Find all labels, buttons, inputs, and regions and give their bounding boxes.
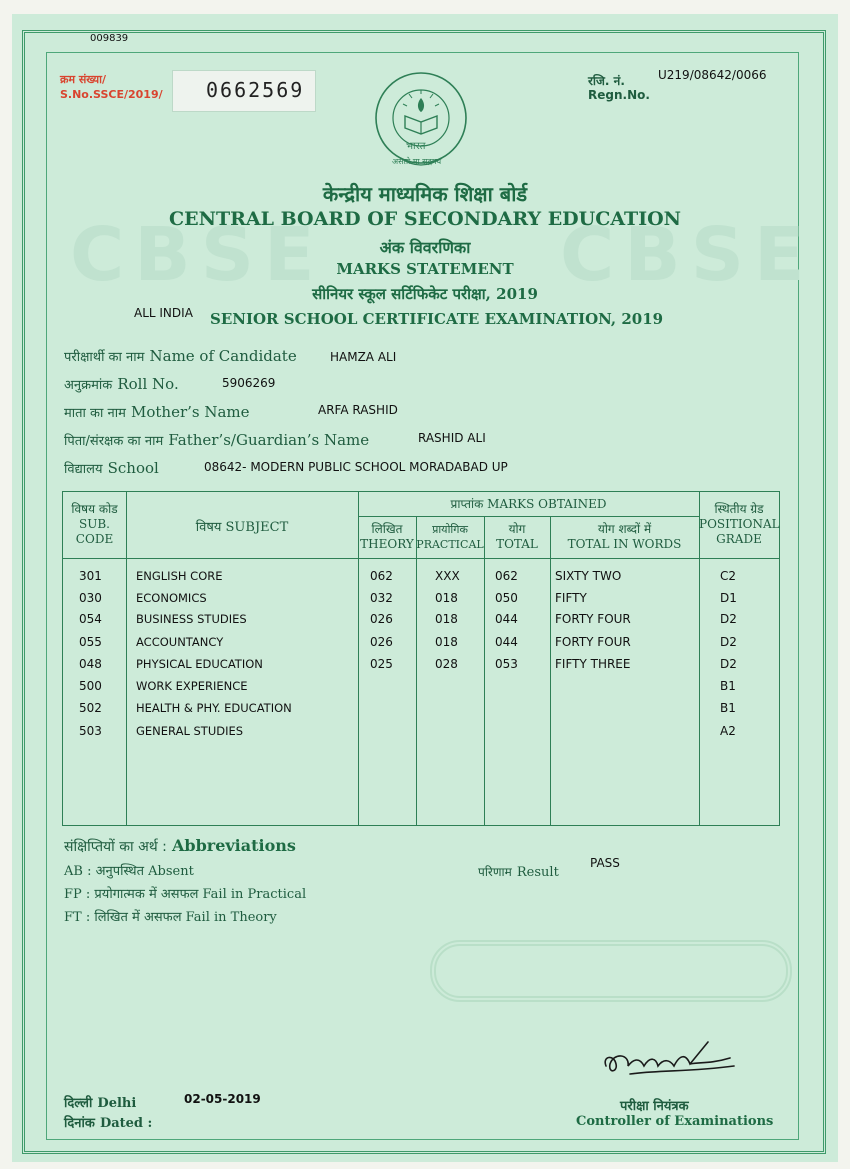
header-theory: लिखित THEORY: [360, 522, 414, 551]
father-name-label-hi: पिता/संरक्षक का नाम: [64, 434, 164, 449]
table-row: 030 ECONOMICS 032 018 050 FIFTY D1: [79, 591, 737, 605]
controller-title-english: Controller of Examinations: [576, 1114, 774, 1129]
header-positional-grade: स्थितीय ग्रेड POSITIONAL GRADE: [699, 502, 780, 546]
regn-label-en: Regn.No.: [588, 88, 650, 102]
controller-signature: [600, 1036, 740, 1084]
regn-value: U219/08642/0066: [658, 68, 767, 82]
school-label-hi: विद्यालय: [64, 462, 103, 477]
school-label-en: School: [107, 459, 159, 477]
abbr-absent: AB : अनुपस्थित Absent: [64, 864, 194, 879]
watermark-left: CBSE: [70, 212, 325, 298]
regn-label-hi: रजि. नं.: [588, 74, 625, 88]
table-row: 502 HEALTH & PHY. EDUCATION B1: [79, 701, 736, 715]
exam-scope: ALL INDIA: [134, 306, 193, 320]
table-row: 500 WORK EXPERIENCE B1: [79, 679, 736, 693]
serial-top: 009839: [90, 33, 129, 44]
sno-label-hi: क्रम संख्या/: [60, 73, 106, 86]
mother-name-label-hi: माता का नाम: [64, 406, 126, 421]
roll-number: 5906269: [222, 376, 276, 390]
roll-label: [64, 374, 179, 393]
decorative-band: [430, 940, 792, 1002]
emblem-bottom-text: भारत: [406, 141, 426, 152]
emblem-motto: असतो मा सद्गमय: [392, 157, 442, 166]
roll-label-hi: अनुक्रमांक: [64, 378, 113, 393]
school-label: [64, 458, 159, 477]
table-row: 054 BUSINESS STUDIES 026 018 044 FORTY FOUR D2: [79, 612, 737, 626]
header-practical: प्रायोगिक PRACTICAL: [416, 523, 484, 551]
header-subject: विषय SUBJECT: [195, 520, 289, 535]
marks-table: [62, 491, 780, 826]
table-row: 503 GENERAL STUDIES A2: [79, 724, 736, 738]
father-name-label: [64, 430, 369, 449]
exam-title-english: SENIOR SCHOOL CERTIFICATE EXAMINATION, 2019: [210, 310, 664, 328]
dated-label: दिनांक Dated :: [64, 1116, 153, 1131]
roll-label-en: Roll No.: [117, 375, 179, 393]
board-name-english: CENTRAL BOARD OF SECONDARY EDUCATION: [169, 208, 681, 230]
candidate-name: HAMZA ALI: [330, 350, 397, 364]
table-row: 301 ENGLISH CORE 062 XXX 062 SIXTY TWO C2: [79, 569, 737, 583]
school-name: 08642- MODERN PUBLIC SCHOOL MORADABAD UP: [204, 460, 508, 474]
place-label: दिल्ली Delhi: [64, 1096, 137, 1111]
exam-title-hindi: सीनियर स्कूल सर्टिफिकेट परीक्षा, 2019: [312, 285, 538, 303]
sno-value: 0662569: [206, 78, 305, 102]
table-row: 055 ACCOUNTANCY 026 018 044 FORTY FOUR D2: [79, 635, 737, 649]
candidate-name-label: [64, 346, 297, 365]
controller-title-hindi: परीक्षा नियंत्रक: [620, 1099, 689, 1114]
candidate-name-label-en: Name of Candidate: [149, 347, 297, 365]
header-total-in-words: योग शब्दों में TOTAL IN WORDS: [567, 522, 682, 551]
father-name: RASHID ALI: [418, 431, 486, 445]
father-name-label-en: Father’s/Guardian’s Name: [168, 431, 370, 449]
mother-name-label: [64, 402, 250, 421]
result-value: PASS: [590, 856, 620, 870]
abbr-fail-theory: FT : लिखित में असफल Fail in Theory: [64, 910, 277, 925]
issue-date: 02-05-2019: [184, 1092, 261, 1106]
statement-title-hindi: अंक विवरणिका: [379, 238, 471, 257]
mother-name: ARFA RASHID: [318, 403, 398, 417]
candidate-name-label-hi: परीक्षार्थी का नाम: [64, 350, 145, 365]
abbr-fail-practical: FP : प्रयोगात्मक में असफल Fail in Practical: [64, 887, 307, 902]
watermark-right: CBSE: [560, 212, 815, 298]
abbreviations-title: संक्षिप्तियों का अर्थ : Abbreviations: [64, 836, 296, 855]
header-total: योग TOTAL: [496, 522, 538, 551]
result-label: परिणाम Result: [478, 865, 559, 880]
sno-label-en: S.No.SSCE/2019/: [60, 88, 163, 101]
header-sub-code: विषय कोड SUB. CODE: [71, 502, 118, 546]
header-marks-obtained: प्राप्तांक MARKS OBTAINED: [450, 497, 607, 511]
mother-name-label-en: Mother’s Name: [130, 403, 250, 421]
table-row: 048 PHYSICAL EDUCATION 025 028 053 FIFTY THREE D2: [79, 657, 737, 671]
board-name-hindi: केन्द्रीय माध्यमिक शिक्षा बोर्ड: [322, 182, 528, 206]
statement-title-english: MARKS STATEMENT: [336, 260, 514, 278]
